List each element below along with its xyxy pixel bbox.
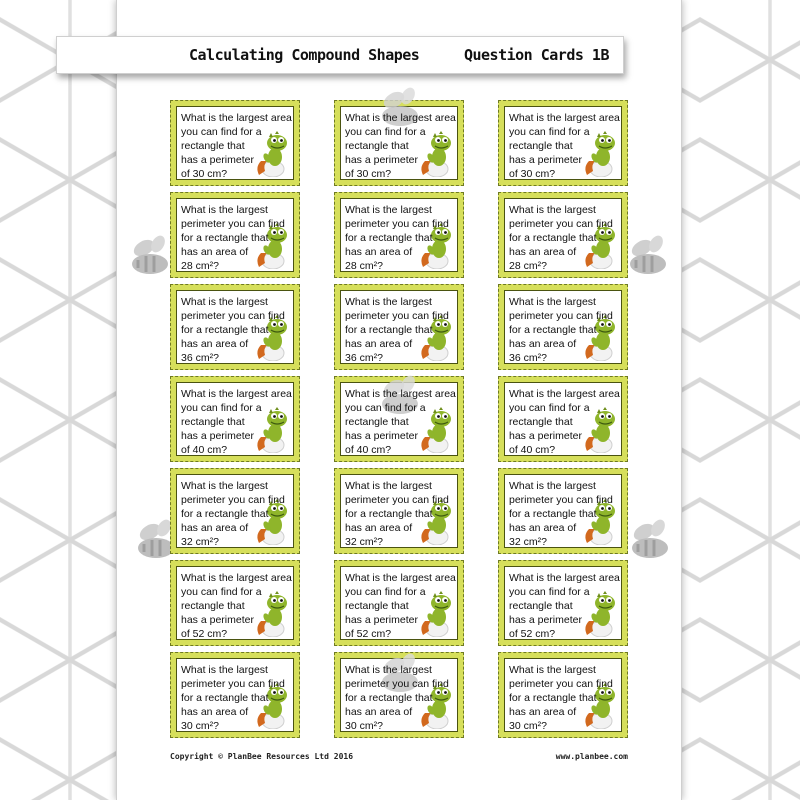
question-line: of 40 cm? xyxy=(181,444,228,456)
question-line: has a perimeter xyxy=(509,614,582,626)
question-line: has an area of xyxy=(345,522,413,534)
question-line: has an area of xyxy=(181,706,249,718)
question-card xyxy=(170,192,300,278)
question-card-inner xyxy=(340,106,458,180)
question-text xyxy=(181,387,291,456)
question-card xyxy=(170,560,300,646)
question-line: 36 cm²? xyxy=(345,352,383,364)
question-line: What is the largest area xyxy=(509,388,620,400)
question-text xyxy=(345,571,455,640)
question-line: for a rectangle that xyxy=(181,324,269,336)
question-line: 28 cm²? xyxy=(181,260,219,272)
question-line: perimeter you can find xyxy=(345,494,449,506)
question-line: What is the largest area xyxy=(509,572,620,584)
question-line: has a perimeter xyxy=(345,430,418,442)
question-card xyxy=(170,376,300,462)
question-line: 32 cm²? xyxy=(345,536,383,548)
question-text xyxy=(345,387,455,456)
question-text xyxy=(345,295,455,364)
question-line: of 30 cm? xyxy=(509,168,556,180)
question-text xyxy=(345,663,455,732)
question-line: What is the largest area xyxy=(181,572,292,584)
question-line: of 52 cm? xyxy=(509,628,556,640)
question-line: rectangle that xyxy=(509,600,573,612)
question-line: What is the largest area xyxy=(181,112,292,124)
question-card xyxy=(334,100,464,186)
question-card xyxy=(334,376,464,462)
question-line: has a perimeter xyxy=(181,154,254,166)
question-line: you can find for a xyxy=(345,586,426,598)
question-text xyxy=(181,203,291,272)
question-line: What is the largest area xyxy=(345,112,456,124)
question-line: perimeter you can find xyxy=(345,310,449,322)
question-card xyxy=(170,284,300,370)
question-card-inner xyxy=(176,382,294,456)
question-text xyxy=(509,203,619,272)
question-card-inner xyxy=(504,290,622,364)
question-line: has an area of xyxy=(345,706,413,718)
question-line: What is the largest xyxy=(509,296,596,308)
question-line: What is the largest xyxy=(345,204,432,216)
question-line: has an area of xyxy=(181,522,249,534)
question-card xyxy=(334,652,464,738)
question-line: What is the largest xyxy=(509,480,596,492)
question-text xyxy=(345,479,455,548)
question-card-inner xyxy=(340,566,458,640)
question-text xyxy=(181,111,291,180)
question-line: of 30 cm? xyxy=(181,168,228,180)
question-line: has a perimeter xyxy=(345,614,418,626)
question-line: for a rectangle that xyxy=(509,692,597,704)
question-line: What is the largest area xyxy=(345,572,456,584)
question-line: has a perimeter xyxy=(181,430,254,442)
question-line: of 40 cm? xyxy=(345,444,392,456)
question-line: perimeter you can find xyxy=(181,494,285,506)
question-card xyxy=(170,468,300,554)
question-line: has an area of xyxy=(509,522,577,534)
question-line: What is the largest xyxy=(509,664,596,676)
question-line: 28 cm²? xyxy=(345,260,383,272)
question-line: you can find for a xyxy=(181,126,262,138)
question-card-inner xyxy=(176,106,294,180)
question-card xyxy=(334,284,464,370)
question-card-inner xyxy=(504,658,622,732)
page-title: Calculating Compound Shapes xyxy=(189,46,420,64)
question-card xyxy=(498,192,628,278)
question-line: has an area of xyxy=(345,246,413,258)
question-line: What is the largest area xyxy=(181,388,292,400)
question-line: perimeter you can find xyxy=(509,310,613,322)
question-text xyxy=(509,111,619,180)
question-line: perimeter you can find xyxy=(181,310,285,322)
question-line: What is the largest xyxy=(181,296,268,308)
bee-watermark-icon xyxy=(622,516,682,566)
question-line: 30 cm²? xyxy=(509,720,547,732)
question-line: has a perimeter xyxy=(509,154,582,166)
question-line: perimeter you can find xyxy=(345,678,449,690)
question-line: for a rectangle that xyxy=(509,232,597,244)
question-line: rectangle that xyxy=(509,140,573,152)
question-line: What is the largest xyxy=(509,204,596,216)
question-line: for a rectangle that xyxy=(345,232,433,244)
page-subtitle: Question Cards 1B xyxy=(463,46,609,64)
question-line: What is the largest xyxy=(181,664,268,676)
question-line: of 40 cm? xyxy=(509,444,556,456)
question-card-inner xyxy=(340,382,458,456)
question-card-inner xyxy=(340,198,458,272)
bee-watermark-icon xyxy=(620,232,680,282)
question-line: has a perimeter xyxy=(181,614,254,626)
question-card xyxy=(498,652,628,738)
question-line: for a rectangle that xyxy=(345,508,433,520)
question-line: has an area of xyxy=(181,338,249,350)
question-line: has a perimeter xyxy=(345,154,418,166)
copyright-text: Copyright © PlanBee Resources Ltd 2016 xyxy=(170,752,354,761)
question-text xyxy=(181,571,291,640)
question-card xyxy=(170,100,300,186)
question-card-inner xyxy=(176,290,294,364)
question-line: rectangle that xyxy=(181,140,245,152)
question-line: of 30 cm? xyxy=(345,168,392,180)
question-text xyxy=(181,663,291,732)
question-card-inner xyxy=(176,566,294,640)
question-line: you can find for a xyxy=(345,126,426,138)
question-card xyxy=(498,284,628,370)
header-banner xyxy=(56,36,624,74)
question-line: 30 cm²? xyxy=(345,720,383,732)
question-line: for a rectangle that xyxy=(509,508,597,520)
question-card xyxy=(170,652,300,738)
question-line: has an area of xyxy=(345,338,413,350)
question-line: 28 cm²? xyxy=(509,260,547,272)
question-line: you can find for a xyxy=(509,402,590,414)
question-line: 32 cm²? xyxy=(181,536,219,548)
question-card-inner xyxy=(176,474,294,548)
question-line: perimeter you can find xyxy=(181,678,285,690)
question-card-inner xyxy=(340,290,458,364)
question-card-inner xyxy=(504,566,622,640)
question-line: rectangle that xyxy=(181,416,245,428)
question-card xyxy=(334,192,464,278)
website-link[interactable]: www.planbee.com xyxy=(555,752,628,761)
question-line: has an area of xyxy=(509,706,577,718)
question-line: you can find for a xyxy=(181,586,262,598)
question-line: has an area of xyxy=(181,246,249,258)
question-text xyxy=(509,387,619,456)
question-line: rectangle that xyxy=(345,600,409,612)
question-line: of 52 cm? xyxy=(181,628,228,640)
question-text xyxy=(345,203,455,272)
question-line: of 52 cm? xyxy=(345,628,392,640)
question-line: has an area of xyxy=(509,338,577,350)
question-line: 36 cm²? xyxy=(181,352,219,364)
question-line: rectangle that xyxy=(181,600,245,612)
question-line: rectangle that xyxy=(509,416,573,428)
question-line: 32 cm²? xyxy=(509,536,547,548)
question-line: perimeter you can find xyxy=(345,218,449,230)
question-line: 30 cm²? xyxy=(181,720,219,732)
question-card xyxy=(498,560,628,646)
question-line: you can find for a xyxy=(509,586,590,598)
question-line: for a rectangle that xyxy=(181,508,269,520)
question-card xyxy=(334,468,464,554)
question-line: has an area of xyxy=(509,246,577,258)
question-text xyxy=(509,295,619,364)
question-text xyxy=(509,571,619,640)
question-line: for a rectangle that xyxy=(345,324,433,336)
question-card xyxy=(334,560,464,646)
question-line: for a rectangle that xyxy=(345,692,433,704)
question-text xyxy=(509,479,619,548)
question-line: perimeter you can find xyxy=(509,494,613,506)
question-line: 36 cm²? xyxy=(509,352,547,364)
question-text xyxy=(509,663,619,732)
question-text xyxy=(181,295,291,364)
question-line: perimeter you can find xyxy=(509,678,613,690)
question-card xyxy=(498,100,628,186)
question-line: What is the largest area xyxy=(509,112,620,124)
question-line: What is the largest xyxy=(181,480,268,492)
question-line: you can find for a xyxy=(181,402,262,414)
question-text xyxy=(181,479,291,548)
question-line: for a rectangle that xyxy=(181,692,269,704)
question-card xyxy=(498,376,628,462)
question-line: perimeter you can find xyxy=(181,218,285,230)
question-line: What is the largest xyxy=(181,204,268,216)
question-text xyxy=(345,111,455,180)
question-line: for a rectangle that xyxy=(181,232,269,244)
question-card-inner xyxy=(176,198,294,272)
question-line: What is the largest xyxy=(345,296,432,308)
question-line: What is the largest area xyxy=(345,388,456,400)
question-card-inner xyxy=(504,382,622,456)
question-line: you can find for a xyxy=(509,126,590,138)
question-line: What is the largest xyxy=(345,480,432,492)
question-card-inner xyxy=(340,658,458,732)
question-line: rectangle that xyxy=(345,140,409,152)
question-line: rectangle that xyxy=(345,416,409,428)
question-line: What is the largest xyxy=(345,664,432,676)
question-card-inner xyxy=(504,474,622,548)
question-line: for a rectangle that xyxy=(509,324,597,336)
question-card xyxy=(498,468,628,554)
question-card-inner xyxy=(504,106,622,180)
question-card-inner xyxy=(504,198,622,272)
question-line: perimeter you can find xyxy=(509,218,613,230)
question-card-inner xyxy=(340,474,458,548)
question-line: you can find for a xyxy=(345,402,426,414)
question-line: has a perimeter xyxy=(509,430,582,442)
question-card-inner xyxy=(176,658,294,732)
